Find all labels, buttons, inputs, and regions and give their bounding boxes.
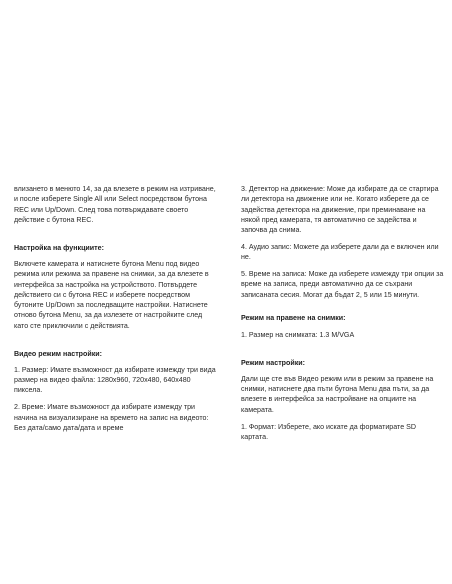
mode-settings-heading: Режим настройки: (241, 358, 305, 367)
right-column (241, 184, 444, 449)
photo-item-size: 1. Размер на снимката: 1.3 M/VGA (241, 330, 355, 339)
left-column (14, 184, 218, 440)
video-item-record-time: 5. Време на записа: Може да изберете измежду три опции за време на записа, преди автоматично да се съхрани записаната сесия. Могат да бъдат 2, 5 или 15 минути. (241, 270, 444, 299)
mode-settings-paragraph: Дали ще сте във Видео режим или в режим за правене на снимки, натиснете два пъти бутона Menu два пъти, за да влезете в интерфейса за настройване на опциите на камерата. (241, 374, 434, 414)
settings-paragraph: Включете камерата и натиснете бутона Menu под видео режима или режима за правене на снимки, за да влезете в интерфейса за настройка на устройството. Потвърдете действието си с бутона REC и изберете посредством бутоните Up/Down за последващите настройки. Натиснете отново бутона Menu, за да излезете от настройките след като сте приключили с действията. (14, 259, 209, 330)
intro-paragraph: влизането в менюто 14, за да влезете в режим на изтриване, и после изберете Single All или Select посредством бутона REC или Up/Down. След това потвърждавате своето действие с бутона REC. (14, 185, 216, 224)
video-item-size: 1. Размер: Имате възможност да избирате измежду три вида размер на видео файла: 1280х960, 720х480, 640х480 пиксела. (14, 365, 216, 395)
settings-heading: Настройка на функциите: (14, 243, 104, 252)
video-item-motion-detector: 3. Детектор на движение: Може да избирате да се стартира ли детектора на движение или не. Когато изберете да се задейства детектора на движение, при преминаване на някой пред камерата, тя автоматично се задейства и започва да снима. (241, 185, 439, 235)
video-item-audio: 4. Аудио запис: Можете да изберете дали да е включен или не. (241, 242, 439, 262)
video-settings-heading: Видео режим настройки: (14, 349, 102, 358)
video-item-time: 2. Време: Имате възможност да избирате измежду три начина на визуализиране на времето на запис на видеото: Без дата/само дата/дата и време (14, 403, 209, 432)
photo-mode-heading: Режим на правене на снимки: (241, 314, 346, 323)
mode-item-format: 1. Формат: Изберете, ако искате да форматирате SD картата. (241, 422, 416, 441)
